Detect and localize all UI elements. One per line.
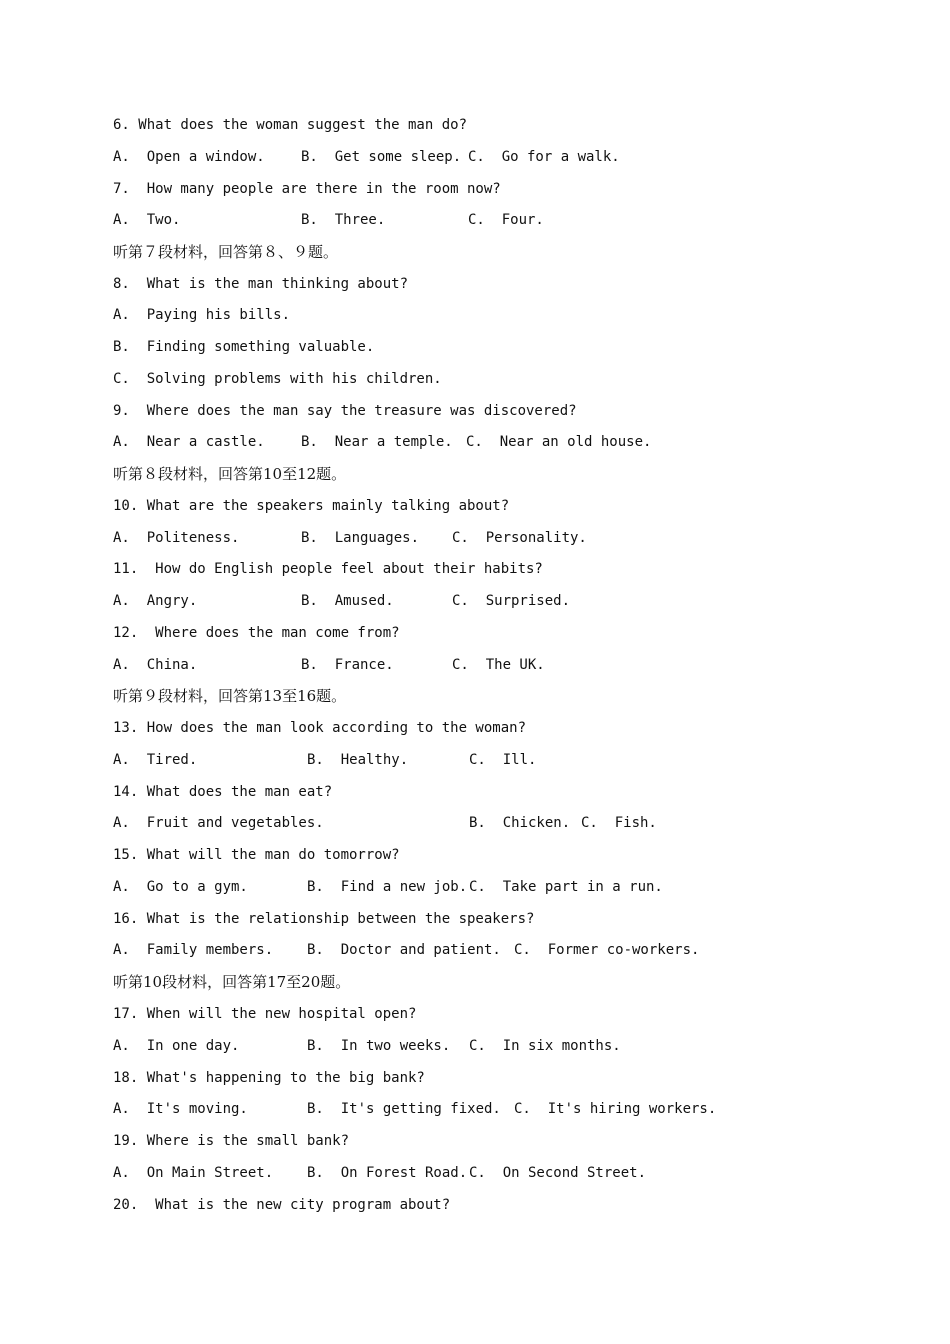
options-7 [113, 208, 544, 232]
option-b: B. In two weeks. [307, 1038, 451, 1054]
option-b: B. It's getting fixed. [307, 1101, 501, 1117]
option-b: B. France. [301, 657, 394, 673]
option-c: C. On Second Street. [469, 1165, 647, 1181]
question-7: 7. How many people are there in the room now? [113, 181, 501, 197]
option-b: B. Amused. [301, 593, 394, 609]
option-b: B. Find a new job. [307, 879, 468, 895]
option-c: C. Near an old house. [466, 434, 652, 450]
option-a: A. Angry. [113, 593, 198, 609]
question-8: 8. What is the man thinking about? [113, 276, 409, 292]
option-a: A. It's moving. [113, 1101, 248, 1117]
option-a: A. Tired. [113, 752, 198, 768]
option-b: B. Languages. [301, 530, 420, 546]
question-10: 10. What are the speakers mainly talking about? [113, 498, 510, 514]
options-9 [113, 430, 652, 454]
question-16: 16. What is the relationship between the speakers? [113, 911, 535, 927]
option-a: A. Family members. [113, 942, 274, 958]
option-c: C. Ill. [469, 752, 537, 768]
section-heading-7: 听第７段材料，回答第８、９题。 [113, 243, 339, 261]
option-a: A. Near a castle. [113, 434, 265, 450]
section-heading-10: 听第10段材料，回答第17至20题。 [113, 973, 351, 991]
question-14: 14. What does the man eat? [113, 784, 333, 800]
option-c: C. The UK. [452, 657, 545, 673]
option-c: C. Take part in a run. [469, 879, 663, 895]
options-18 [113, 1097, 717, 1121]
question-19: 19. Where is the small bank? [113, 1133, 350, 1149]
option-c: C. Personality. [452, 530, 587, 546]
option-a: A. Politeness. [113, 530, 240, 546]
question-9: 9. Where does the man say the treasure was discovered? [113, 403, 577, 419]
option-a: A. China. [113, 657, 198, 673]
option-a: A. Two. [113, 212, 181, 228]
option-c: C. In six months. [469, 1038, 621, 1054]
option-c: C. Surprised. [452, 593, 571, 609]
question-11: 11. How do English people feel about their habits? [113, 561, 543, 577]
option-b: B. Doctor and patient. [307, 942, 501, 958]
option-b: B. Near a temple. [301, 434, 453, 450]
section-heading-8: 听第８段材料，回答第10至12题。 [113, 465, 347, 483]
option-b: B. Healthy. [307, 752, 409, 768]
options-6 [113, 145, 620, 169]
option-a: A. On Main Street. [113, 1165, 274, 1181]
question-17: 17. When will the new hospital open? [113, 1006, 417, 1022]
section-heading-9: 听第９段材料，回答第13至16题。 [113, 687, 347, 705]
options-13 [113, 748, 537, 772]
option-b: B. Three. [301, 212, 386, 228]
options-10 [113, 526, 587, 550]
option-c: C. It's hiring workers. [514, 1101, 717, 1117]
option-8-b: B. Finding something valuable. [113, 339, 375, 355]
question-15: 15. What will the man do tomorrow? [113, 847, 400, 863]
options-14 [113, 811, 657, 835]
question-20: 20. What is the new city program about? [113, 1197, 451, 1213]
option-c: C. Fish. [581, 815, 657, 831]
option-b: B. Get some sleep. [301, 149, 462, 165]
option-a: A. Go to a gym. [113, 879, 248, 895]
option-c: C. Go for a walk. [468, 149, 620, 165]
options-11 [113, 589, 571, 613]
options-12 [113, 653, 545, 677]
options-19 [113, 1161, 647, 1185]
question-18: 18. What's happening to the big bank? [113, 1070, 425, 1086]
question-6: 6. What does the woman suggest the man do? [113, 117, 468, 133]
option-c: C. Four. [468, 212, 544, 228]
option-a: A. Open a window. [113, 149, 265, 165]
option-8-a: A. Paying his bills. [113, 307, 291, 323]
options-17 [113, 1034, 621, 1058]
question-12: 12. Where does the man come from? [113, 625, 400, 641]
option-b: B. Chicken. [469, 815, 571, 831]
option-b: B. On Forest Road. [307, 1165, 468, 1181]
options-15 [113, 875, 663, 899]
option-8-c: C. Solving problems with his children. [113, 371, 442, 387]
question-13: 13. How does the man look according to the woman? [113, 720, 527, 736]
option-a: A. Fruit and vegetables. [113, 815, 324, 831]
option-a: A. In one day. [113, 1038, 240, 1054]
options-16 [113, 938, 700, 962]
option-c: C. Former co-workers. [514, 942, 700, 958]
